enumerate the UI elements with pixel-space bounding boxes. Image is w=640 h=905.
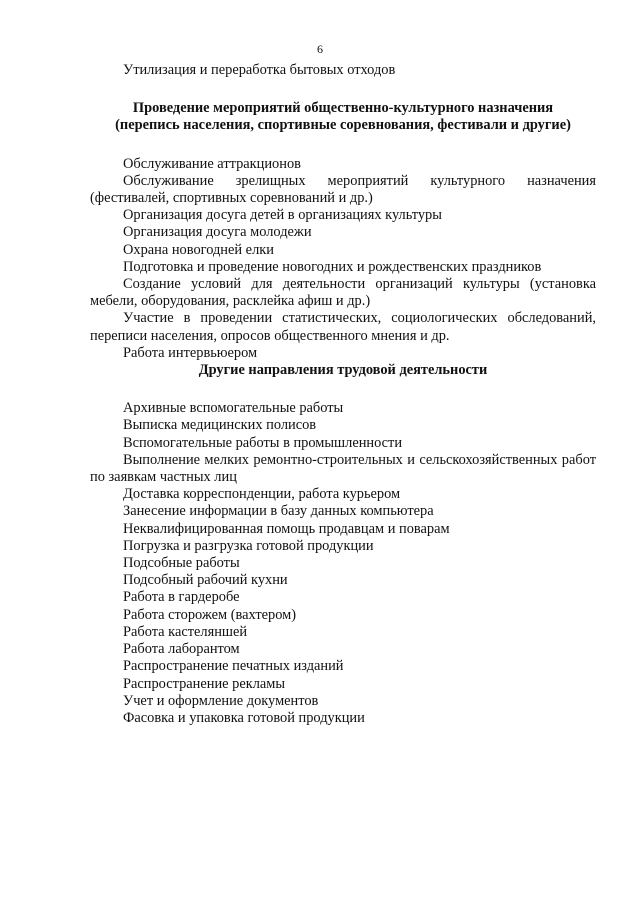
list-item: Работа сторожем (вахтером) bbox=[123, 606, 297, 623]
list-item: Подсобный рабочий кухни bbox=[123, 572, 288, 589]
section2-title: Другие направления трудовой деятельности bbox=[198, 362, 488, 379]
list-item: Фасовка и упаковка готовой продукции bbox=[123, 709, 365, 726]
list-item: Доставка корреспонденции, работа курьером bbox=[123, 486, 401, 503]
list-item: Работа кастеляншей bbox=[123, 623, 248, 640]
list-item: Выписка медицинских полисов bbox=[123, 417, 317, 434]
section1-title-line1: Проведение мероприятий общественно-культурного назначения bbox=[132, 100, 554, 117]
intro-line: Утилизация и переработка бытовых отходов bbox=[123, 62, 396, 78]
section2-list bbox=[90, 400, 596, 727]
list-item: Работа лаборантом bbox=[123, 641, 240, 658]
list-item: Подготовка и проведение новогодних и рождественских праздников bbox=[123, 258, 542, 275]
list-item: Участие в проведении статистических, социологических обследований, переписи населения, опросов общественного мнения и др. bbox=[90, 310, 596, 344]
list-item: Обслуживание аттракционов bbox=[123, 155, 301, 172]
list-item: Учет и оформление документов bbox=[123, 692, 319, 709]
list-item: Вспомогательные работы в промышленности bbox=[123, 434, 403, 451]
list-item: Распространение рекламы bbox=[123, 675, 286, 692]
list-item: Организация досуга молодежи bbox=[123, 224, 312, 241]
list-item: Архивные вспомогательные работы bbox=[123, 400, 344, 417]
list-item: Работа в гардеробе bbox=[123, 589, 240, 606]
list-item: Обслуживание зрелищных мероприятий культурного назначения (фестивалей, спортивных соревнований и др.) bbox=[90, 172, 596, 207]
list-item: Организация досуга детей в организациях культуры bbox=[123, 207, 442, 224]
document-body bbox=[90, 62, 596, 727]
list-item: Погрузка и разгрузка готовой продукции bbox=[123, 537, 374, 554]
list-item: Занесение информации в базу данных компьютера bbox=[123, 503, 434, 520]
section1-list bbox=[90, 156, 596, 362]
section1-heading bbox=[90, 100, 596, 134]
list-item: Охрана новогодней елки bbox=[123, 241, 274, 258]
list-item: Работа интервьюером bbox=[123, 344, 258, 361]
list-item: Распространение печатных изданий bbox=[123, 658, 344, 675]
list-item: Выполнение мелких ремонтно-строительных и сельскохозяйственных работ по заявкам частных лиц bbox=[90, 451, 596, 486]
section1-title-line2: (перепись населения, спортивные соревнования, фестивали и другие) bbox=[115, 117, 571, 134]
list-item: Неквалифицированная помощь продавцам и поварам bbox=[123, 520, 450, 537]
list-item: Подсобные работы bbox=[123, 555, 240, 572]
page-number: 6 bbox=[317, 42, 323, 56]
list-item: Создание условий для деятельности организаций культуры (установка мебели, оборудования, расклейка афиш и др.) bbox=[90, 276, 596, 310]
